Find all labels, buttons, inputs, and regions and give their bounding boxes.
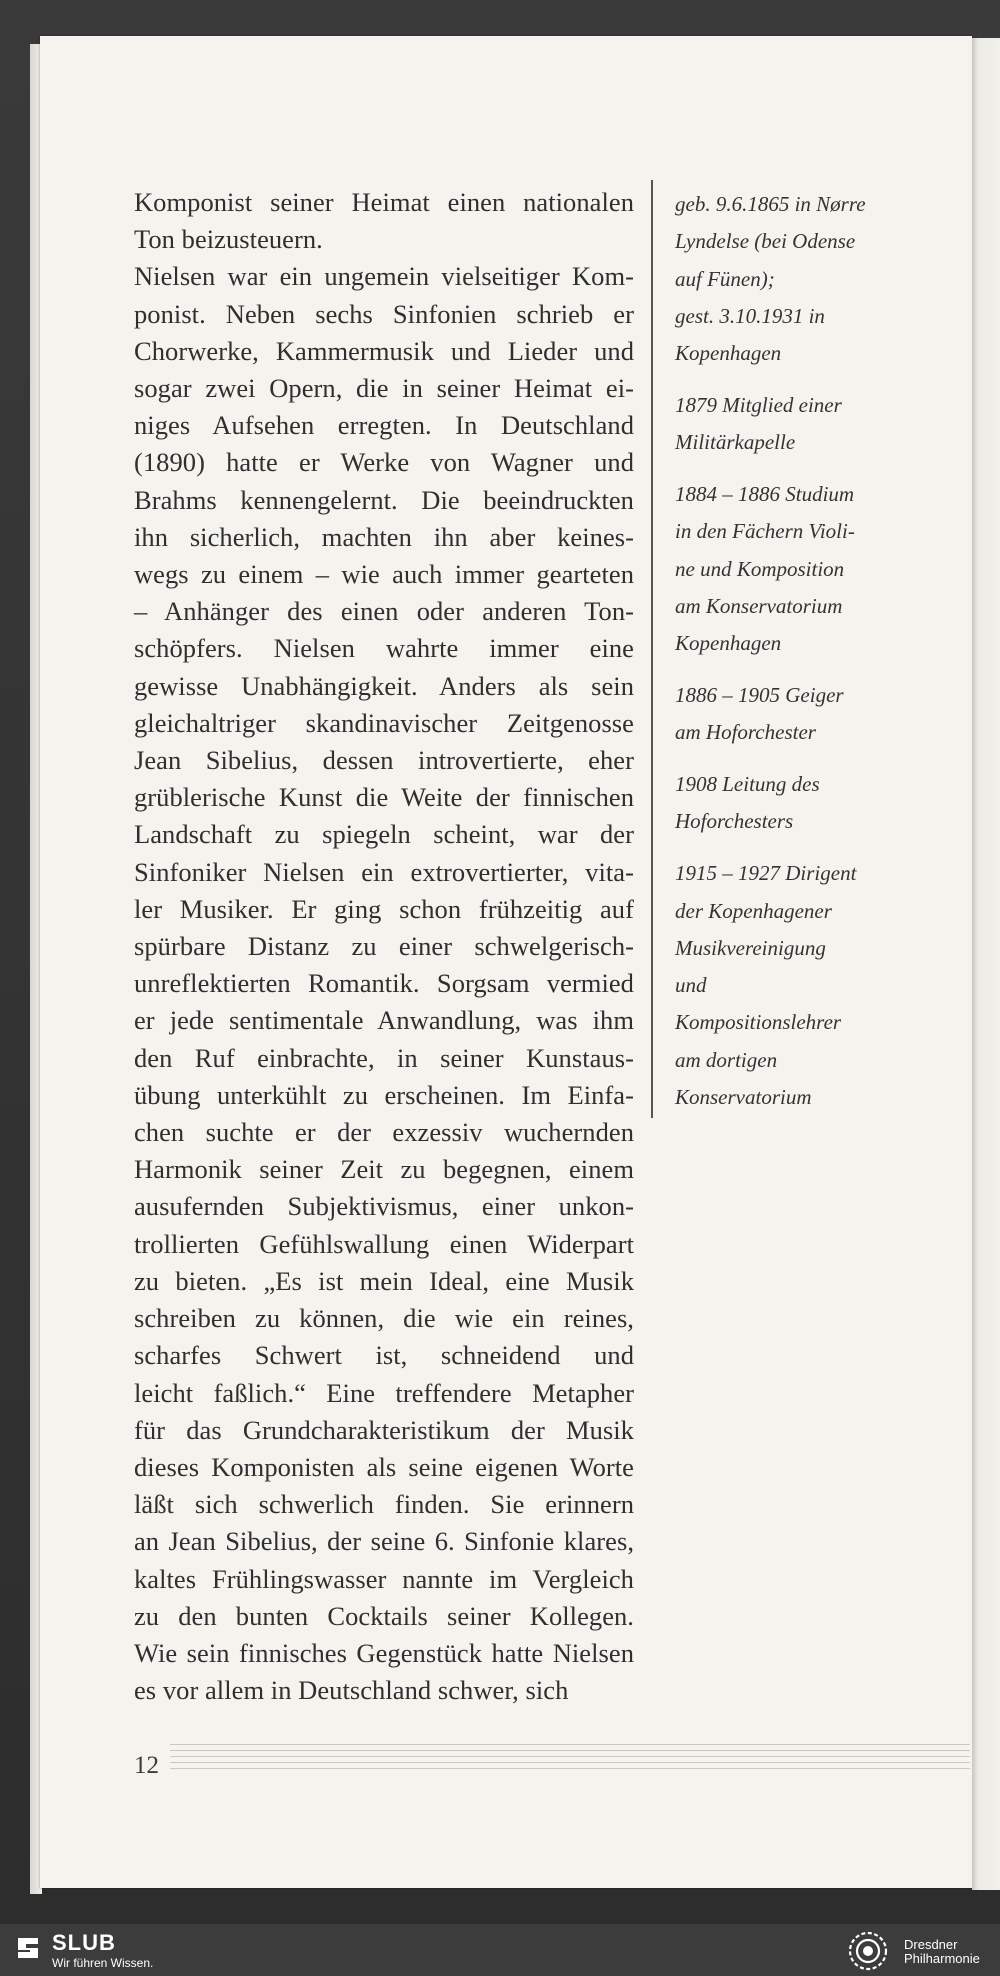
text-line: gleichaltriger skandinavischer Zeitgenosse [134,707,634,738]
sidebar-line: Kopenhagen [675,631,782,656]
text-line: grüblerische Kunst die Weite der finnischen [134,782,634,813]
footer-rule [170,1762,970,1763]
text-line: Sinfoniker Nielsen ein extrovertierter, vita- [134,856,634,887]
text-line: kaltes Frühlingswasser nannte im Vergleich [134,1563,634,1594]
text-line: den Ruf einbrachte, in seiner Kunstaus- [134,1042,634,1073]
text-line: ihn sicherlich, machten ihn aber keines- [134,521,634,552]
sidebar-line: Konservatorium [675,1085,812,1110]
page-number: 12 [134,1752,159,1779]
sidebar-entry [675,855,895,1116]
text-line: es vor allem in Deutschland schwer, sich [134,1675,569,1706]
philharmonie-logo-icon[interactable] [842,1928,894,1974]
text-line: läßt sich schwerlich finden. Sie erinnern [134,1489,634,1520]
sidebar-line: auf Fünen); [675,266,775,291]
text-line: chen suchte er der exzessiv wuchernden [134,1117,634,1148]
sidebar-line: am dortigen [675,1047,778,1072]
text-line: ler Musiker. Er ging schon frühzeitig auf [134,893,634,924]
sidebar-line: Kompositionslehrer [675,1010,842,1035]
text-line: für das Grundcharakteristikum der Musik [134,1414,634,1445]
text-line: niges Aufsehen erregten. In Deutschland [134,410,634,441]
text-line: schöpfers. Nielsen wahrte immer eine [134,633,634,664]
text-line: Chorwerke, Kammermusik und Lieder und [134,335,634,366]
footer-rule [170,1744,970,1745]
text-line: zu bieten. „Es ist mein Ideal, eine Musik [134,1265,634,1296]
sidebar-entry [675,677,895,752]
philharmonie-name[interactable]: Dresdner Philharmonie [904,1937,980,1966]
sidebar-line: gest. 3.10.1931 in [675,303,825,328]
text-line: Komponist seiner Heimat einen nationalen [134,187,634,217]
sidebar-line: in den Fächern Violi- [675,519,855,544]
text-line: Jean Sibelius, dessen introvertierte, eher [134,745,634,776]
text-line: ponist. Neben sechs Sinfonien schrieb er [134,298,634,329]
slub-name[interactable]: SLUB [52,1930,116,1955]
text-line: an Jean Sibelius, der seine 6. Sinfonie klares, [134,1526,634,1557]
sidebar-line: Militärkapelle [675,430,796,455]
sidebar-line: am Konservatorium [675,593,843,618]
text-line: Wie sein finnisches Gegenstück hatte Nielsen [134,1637,634,1668]
sidebar-line: am Hoforchester [675,720,816,745]
sidebar-entry [675,387,895,462]
text-line: spürbare Distanz zu einer schwelgerisch- [134,931,634,962]
footer-rule [170,1750,970,1751]
text-line: wegs zu einem – wie auch immer gearteten [134,559,634,590]
sidebar-line: 1886 – 1905 Geiger [675,683,844,708]
sidebar-line: und [675,973,707,998]
text-line: Harmonik seiner Zeit zu begegnen, einem [134,1154,634,1185]
text-line: gewisse Unabhängigkeit. Anders als sein [134,670,634,701]
sidebar-line: 1908 Leitung des [675,772,820,797]
text-line: sogar zwei Opern, die in seiner Heimat ei- [134,373,634,404]
sidebar-line: 1879 Mitglied einer [675,392,842,417]
text-line: leicht faßlich.“ Eine treffendere Metapher [134,1377,634,1408]
text-line: – Anhänger des einen oder anderen Ton- [134,596,634,627]
next-page-edge [972,38,1000,1890]
text-line: Ton beizusteuern. [134,224,323,255]
biography-sidebar [675,186,895,1131]
footer-rule [170,1756,970,1757]
text-line: übung unterkühlt zu erscheinen. Im Einfa- [134,1079,634,1110]
column-divider [651,180,653,1118]
viewer-footer-bar [0,1924,1000,1976]
sidebar-line: Hoforchesters [675,809,794,834]
sidebar-line: 1915 – 1927 Dirigent [675,861,857,886]
text-line: unreflektierten Romantik. Sorgsam vermied [134,968,634,999]
footer-rule [170,1768,970,1769]
sidebar-entry [675,766,895,841]
text-line: schreiben zu können, die wie ein reines, [134,1303,634,1334]
text-line: scharfes Schwert ist, schneidend und [134,1340,634,1371]
text-line: ausufernden Subjektivismus, einer unkon- [134,1191,634,1222]
text-line: zu den bunten Cocktails seiner Kollegen. [134,1600,634,1631]
sidebar-line: der Kopenhagener [675,898,832,923]
sidebar-line: 1884 – 1886 Studium [675,482,855,507]
body-text-column [134,184,634,1709]
sidebar-line: ne und Komposition [675,556,845,581]
sidebar-entry [675,186,895,372]
sidebar-line: Lyndelse (bei Odense [675,229,856,254]
text-line: (1890) hatte er Werke von Wagner und [134,447,634,478]
text-line: Brahms kennengelernt. Die beeindruckten [134,484,634,515]
text-line: dieses Komponisten als seine eigenen Worte [134,1451,634,1482]
text-line: trollierten Gefühlswallung einen Widerpart [134,1228,634,1259]
sidebar-line: geb. 9.6.1865 in Nørre [675,192,866,216]
text-line: Landschaft zu spiegeln scheint, war der [134,819,634,850]
text-line: er jede sentimentale Anwandlung, was ihm [134,1005,634,1036]
sidebar-line: Kopenhagen [675,341,782,366]
text-line: Nielsen war ein ungemein vielseitiger Kom- [134,261,634,292]
sidebar-line: Musikvereinigung [675,935,826,960]
sidebar-entry [675,476,895,662]
slub-tagline: Wir führen Wissen. [52,1956,154,1970]
slub-logo-icon[interactable] [14,1934,42,1962]
